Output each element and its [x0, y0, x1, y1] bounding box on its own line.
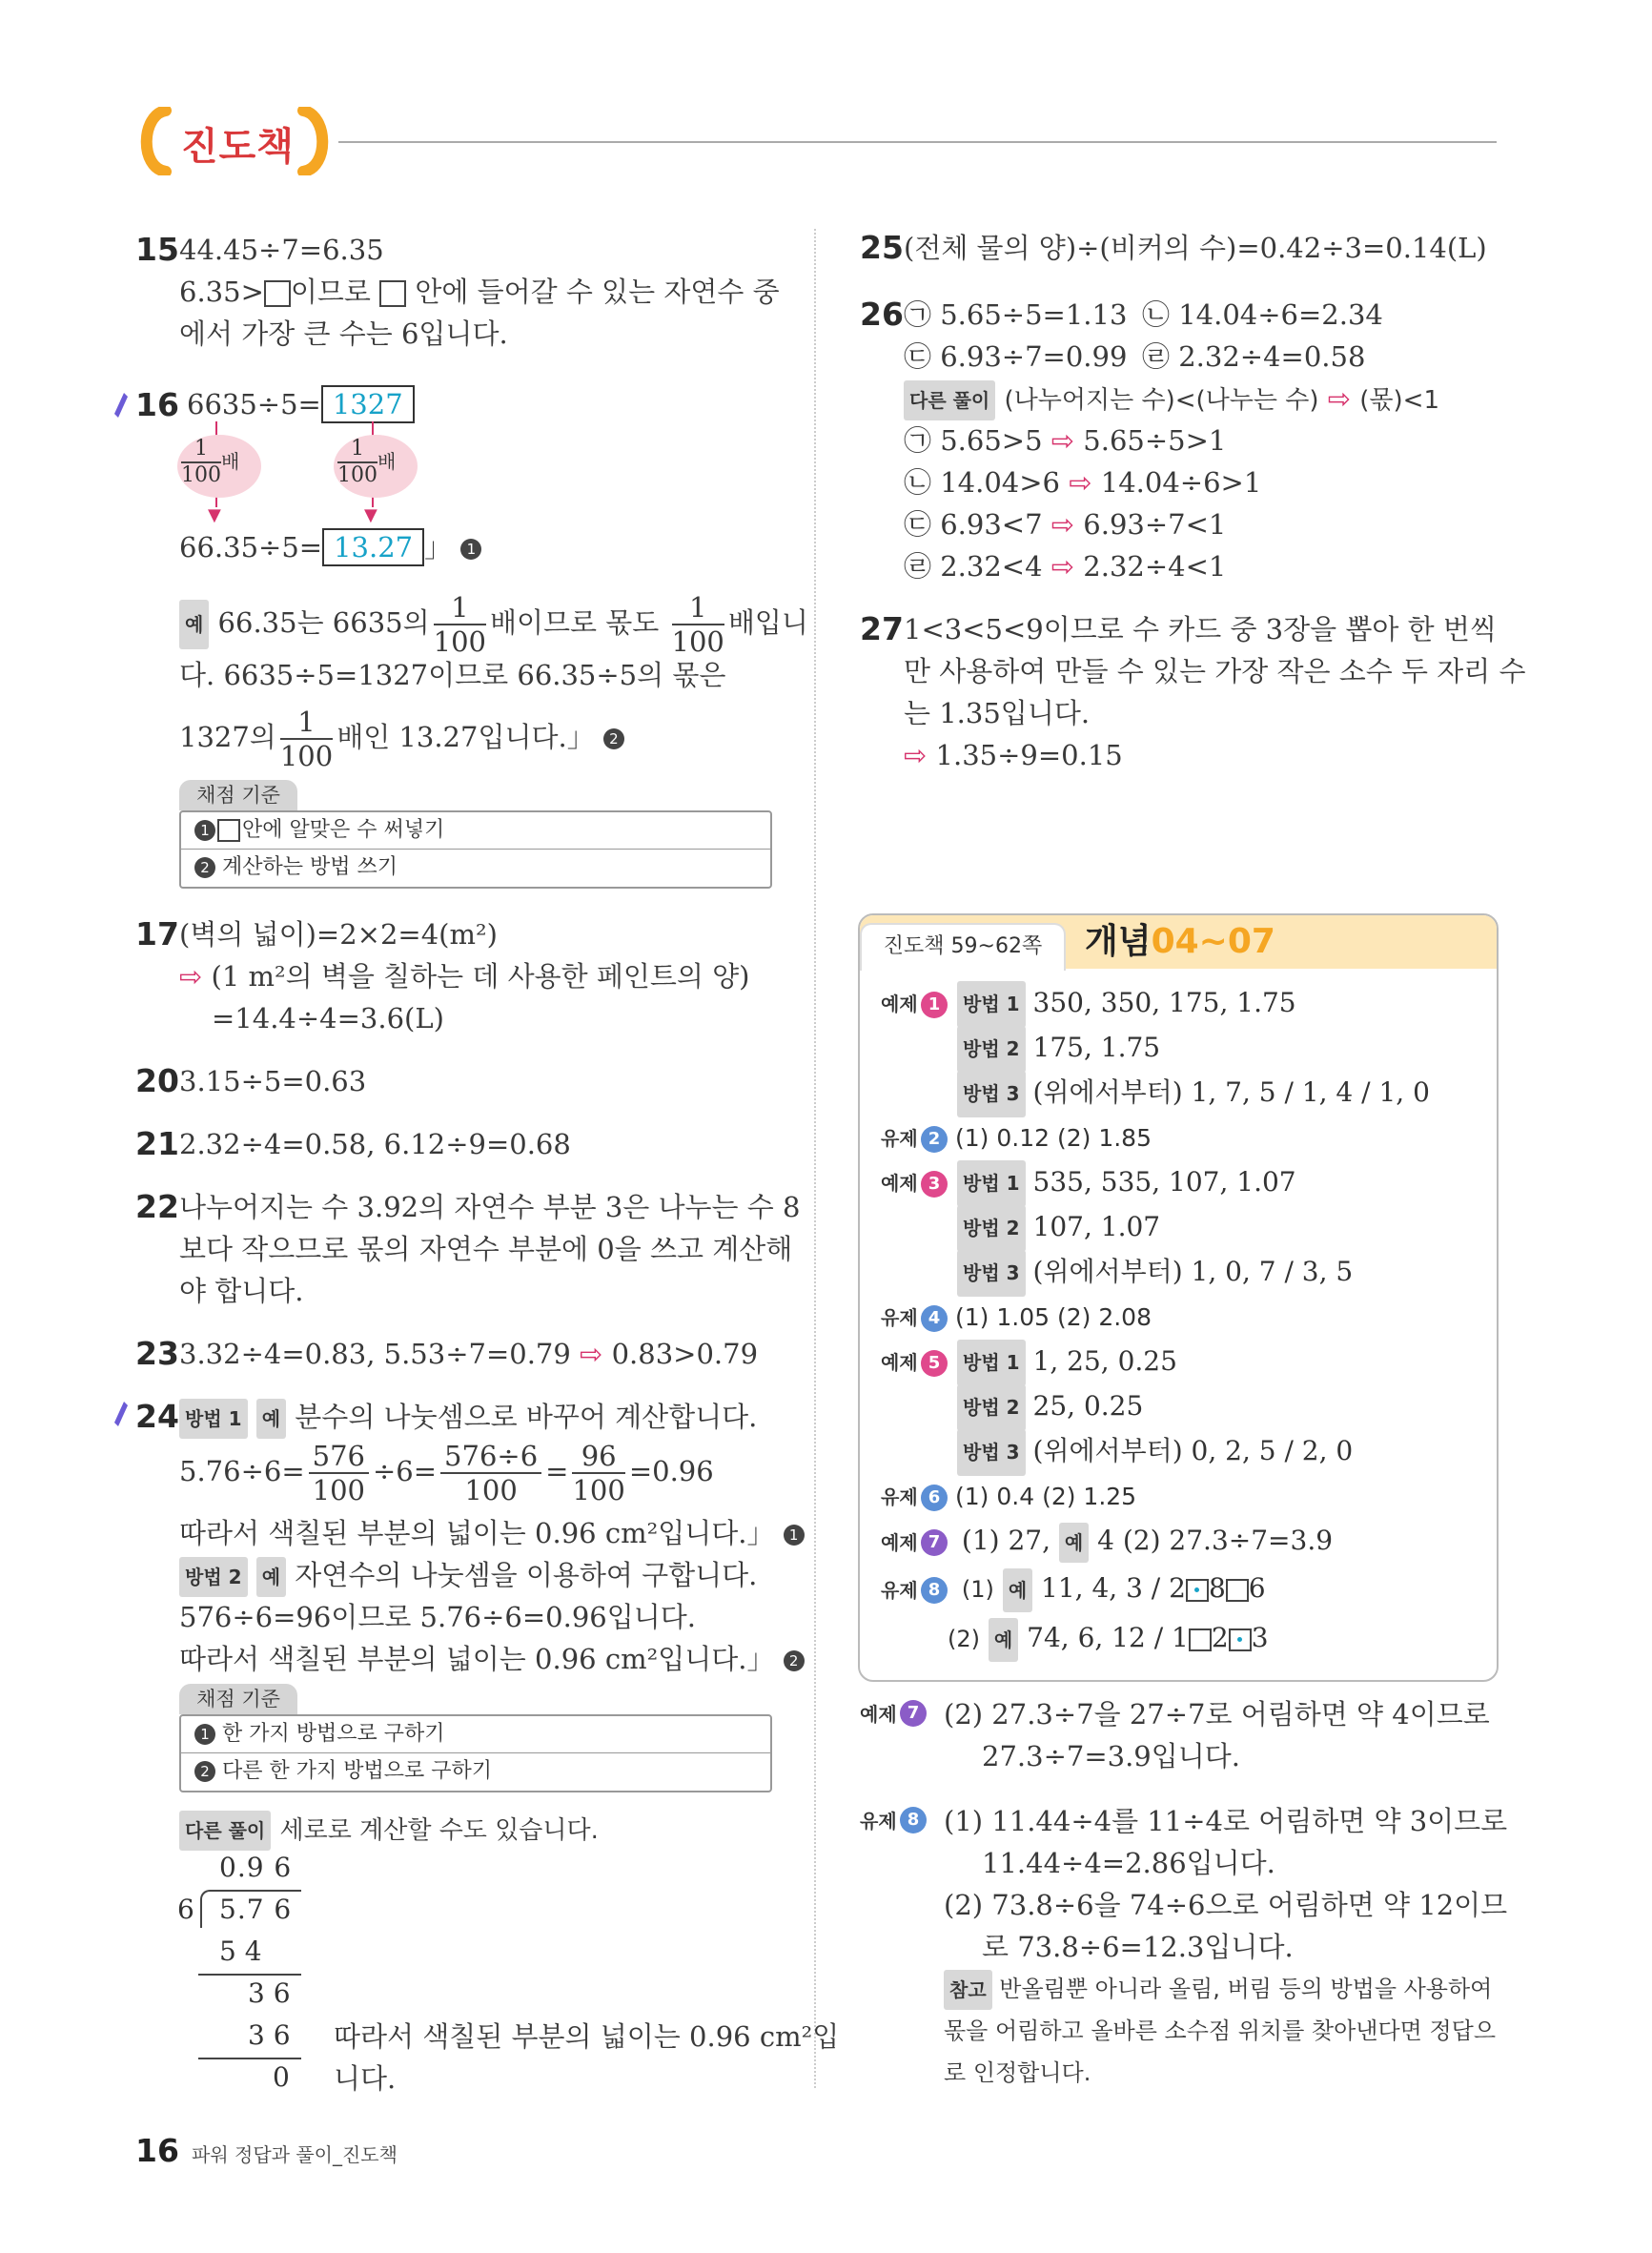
step-2-icon: 2: [603, 728, 624, 749]
concept-row: [881, 1294, 1491, 1339]
yu8-line3: (2) 73.8÷6을 74÷6으로 어림하면 약 12이므: [944, 1889, 1508, 1921]
problem-number-25: 25: [860, 229, 904, 266]
concept-row: [881, 1383, 1491, 1428]
pencil-icon: [112, 1400, 130, 1428]
example-tag: 예: [179, 600, 209, 649]
p26-b: ㉡ 14.04÷6=2.34: [1142, 298, 1383, 331]
p24-side1: 따라서 색칠된 부분의 넓이는 0.96 cm²입: [334, 2020, 840, 2053]
p22-line2: 보다 작으므로 몫의 자연수 부분에 0을 쓰고 계산해: [179, 1233, 793, 1265]
badge-8: 8: [900, 1807, 927, 1833]
p26-r2b: 14.04÷6>1: [1100, 466, 1262, 499]
mult-suffix: 배: [221, 450, 240, 473]
p26-d: ㉣ 2.32÷4=0.58: [1142, 340, 1366, 373]
p26-alt-text: (나누어지는 수)<(나누는 수): [1004, 386, 1319, 415]
criteria-header: 채점 기준: [179, 780, 297, 810]
p26-r3a: ㉢ 6.93<7: [904, 508, 1043, 541]
p26-r1: [904, 421, 1226, 460]
pencil-icon: [112, 391, 130, 420]
concept-row: [881, 1249, 1491, 1294]
division-row-2: 3 6: [248, 1977, 291, 2009]
yu8-line5-text: 반올림뿐 아니라 올림, 버림 등의 방법을 사용하여: [999, 1976, 1493, 2002]
column-divider: [814, 229, 816, 2088]
close-mark: 」: [424, 531, 453, 563]
p24-eq-d: =0.96: [628, 1455, 714, 1487]
yu8-line1: (1) 11.44÷4를 11÷4로 어림하면 약 3이므로: [944, 1805, 1508, 1837]
p23-b: 0.83>0.79: [611, 1338, 759, 1370]
method-1-tag: 방법 1: [179, 1399, 248, 1439]
p23-text: [179, 1335, 758, 1373]
concept-row-text: 1, 25, 0.25: [1032, 1345, 1177, 1377]
p24-line1: [179, 1398, 757, 1439]
result-arrow-icon: ⇨: [1069, 466, 1092, 499]
p16-ex3b: 배인 13.27입니다.」: [337, 721, 595, 753]
concept-row-label: 유제: [881, 1485, 918, 1508]
concept-row-text: (위에서부터) 0, 2, 5 / 2, 0: [1032, 1435, 1354, 1466]
p17-line2-text: (1 m²의 벽을 칠하는 데 사용한 페인트의 양): [211, 960, 750, 993]
frac-den: 100: [312, 1474, 365, 1506]
frac-den: 100: [464, 1474, 518, 1506]
concept-row-badge: 4: [921, 1305, 948, 1332]
p22-line3: 야 합니다.: [179, 1275, 304, 1307]
method-tag: 방법 1: [957, 981, 1026, 1028]
dot-box: [1186, 1579, 1209, 1602]
exercise-label: 유제: [881, 1578, 918, 1602]
yu8-line5: [944, 1970, 1492, 2010]
mult-suffix: 배: [377, 450, 397, 473]
p24-equation: [179, 1440, 714, 1506]
mult-den: 100: [337, 463, 377, 487]
example-tag: 예: [989, 1618, 1018, 1662]
division-row-1: 5 4: [219, 1936, 262, 1967]
frac-num: 576÷6: [440, 1440, 541, 1474]
badge-8: 8: [921, 1577, 948, 1604]
step-1-icon: 1: [460, 539, 481, 560]
p26-r1b: 5.65÷5>1: [1083, 424, 1227, 457]
r9a: (2): [948, 1626, 980, 1652]
concept-row-badge: 1: [921, 992, 948, 1018]
division-quotient: 0.9 6: [219, 1852, 293, 1883]
down-arrow-icon: ▼: [208, 505, 221, 525]
p24-line4: [179, 1556, 757, 1597]
p26-alt2-text: (몫)<1: [1359, 386, 1440, 415]
p24-eq-c: =: [545, 1455, 569, 1487]
blank-box: [379, 280, 406, 307]
concept-row: [881, 1204, 1491, 1249]
crit2-text: 계산하는 방법 쓰기: [222, 855, 398, 879]
step-1-icon: 1: [784, 1525, 805, 1546]
frac-num: 1: [672, 591, 724, 625]
blank-box: [1226, 1579, 1249, 1602]
alt-solution-tag: 다른 풀이: [179, 1811, 271, 1851]
p15-line2b: 이므로: [290, 276, 371, 308]
crit2-text: 다른 한 가지 방법으로 구하기: [222, 1759, 492, 1783]
r7a: (1) 27,: [961, 1525, 1050, 1556]
multiplier-left: [181, 437, 239, 488]
header-rule: [338, 141, 1497, 143]
concept-row-text: 175, 1.75: [1032, 1032, 1161, 1063]
concept-row-text: (위에서부터) 1, 0, 7 / 3, 5: [1032, 1256, 1354, 1287]
reference-tag: 참고: [944, 1970, 992, 2010]
r8b: 11, 4, 3 / 2: [1041, 1572, 1186, 1604]
problem-number-22: 22: [135, 1188, 179, 1225]
division-dividend: 5.7 6: [219, 1894, 293, 1925]
problem-number-21: 21: [135, 1125, 179, 1162]
p15-line2a: 6.35>: [179, 276, 264, 308]
method-tag: 방법 2: [957, 1384, 1026, 1431]
p26-r4b: 2.32÷4<1: [1083, 550, 1227, 583]
concept-row-badge: 5: [921, 1350, 948, 1377]
yu8-line4: 로 73.8÷6=12.3입니다.: [982, 1931, 1294, 1963]
footer: [135, 2132, 398, 2169]
dot-box: [1229, 1628, 1252, 1651]
frac-den: 100: [572, 1474, 625, 1506]
p24-line4-text: 자연수의 나눗셈을 이용하여 구합니다.: [295, 1559, 758, 1591]
p24-line3: [179, 1514, 805, 1552]
division-rule: [198, 2058, 301, 2059]
example-tag: 예: [256, 1399, 286, 1439]
p16-ex-line1: [179, 591, 808, 658]
frac-den: 100: [433, 625, 486, 658]
result-arrow-icon: ⇨: [1327, 382, 1352, 415]
p25-text: (전체 물의 양)÷(비커의 수)=0.42÷3=0.14(L): [904, 232, 1487, 264]
problem-number-20: 20: [135, 1062, 179, 1099]
ex7-line2: 27.3÷7=3.9입니다.: [982, 1740, 1240, 1772]
p17-line1: (벽의 넓이)=2×2=4(m²): [179, 918, 498, 951]
criteria-header: 채점 기준: [179, 1684, 297, 1714]
criteria-table: [179, 810, 772, 889]
p24-alt-text: 세로로 계산할 수도 있습니다.: [279, 1816, 599, 1845]
p24-side2: 니다.: [334, 2062, 397, 2095]
concept-box: [858, 913, 1499, 1682]
p24-line6: [179, 1640, 805, 1678]
p15-line2c: 안에 들어갈 수 있는 자연수 중: [415, 276, 780, 308]
p27-line2: 만 사용하여 만들 수 있는 가장 작은 소수 두 자리 수: [904, 655, 1526, 687]
p24-eq-a: 5.76÷6=: [179, 1455, 305, 1487]
p20-text: 3.15÷5=0.63: [179, 1065, 367, 1097]
criteria-row-1: [181, 812, 770, 850]
p16-ex-line2: 다. 6635÷5=1327이므로 66.35÷5의 몫은: [179, 659, 726, 691]
header-title: 진도책: [181, 125, 295, 169]
problem-number-26: 26: [860, 296, 904, 333]
yu8-line6: 몫을 어림하고 올바른 소수점 위치를 찾아낸다면 정답으: [944, 2017, 1497, 2044]
p24-line6-text: 따라서 색칠된 부분의 넓이는 0.96 cm²입니다.」: [179, 1643, 775, 1675]
multiplier-right: [337, 437, 396, 488]
concept-rows: [881, 980, 1491, 1518]
answer-box-1327: 1327: [321, 385, 415, 423]
p16-eq2: [179, 528, 481, 566]
concept-row: [881, 1339, 1491, 1383]
concept-range: 04~07: [1151, 922, 1275, 961]
result-arrow-icon: ⇨: [1050, 508, 1075, 541]
p22-line1: 나누어지는 수 3.92의 자연수 부분 3은 나누는 수 8: [179, 1191, 801, 1223]
frac-den: 100: [671, 625, 724, 658]
ex7-label: [860, 1699, 927, 1727]
concept-row: [881, 1428, 1491, 1473]
concept-row-badge: 6: [921, 1485, 948, 1511]
step-2-icon: 2: [194, 857, 215, 878]
p24-line3-text: 따라서 색칠된 부분의 넓이는 0.96 cm²입니다.」: [179, 1517, 775, 1549]
concept-row-8: [881, 1567, 1266, 1612]
r9b: 74, 6, 12 / 1: [1027, 1622, 1189, 1653]
header-bracket-right-icon: [297, 107, 336, 175]
result-arrow-icon: ⇨: [580, 1338, 603, 1370]
r9d: 3: [1251, 1622, 1269, 1653]
method-tag: 방법 3: [957, 1250, 1026, 1297]
header-bracket-left-icon: [133, 107, 172, 175]
concept-row-label: 예제: [881, 1351, 918, 1374]
concept-row: [881, 1025, 1491, 1070]
p17-line2: [179, 957, 749, 995]
criteria-row-1: [181, 1716, 770, 1753]
p26-r4: [904, 547, 1226, 585]
method-tag: 방법 2: [957, 1026, 1026, 1073]
method-tag: 방법 3: [957, 1071, 1026, 1117]
concept-row-badge: 3: [921, 1171, 948, 1198]
concept-row: [881, 1115, 1491, 1159]
concept-row-7: [881, 1522, 1333, 1563]
problem-number-27: 27: [860, 610, 904, 647]
method-2-tag: 방법 2: [179, 1557, 248, 1597]
concept-title: [1085, 919, 1275, 965]
frac-den: 100: [279, 740, 334, 772]
r8c: 8: [1208, 1572, 1226, 1604]
concept-row-text: 535, 535, 107, 1.07: [1032, 1166, 1296, 1198]
yu8-line7: 로 인정합니다.: [944, 2059, 1091, 2086]
r8a: (1): [961, 1576, 994, 1603]
p16-ex3a: 1327의: [179, 721, 276, 753]
division-rule: [198, 1974, 301, 1976]
p27-line1: 1<3<5<9이므로 수 카드 중 3장을 뽑아 한 번씩: [904, 613, 1497, 645]
concept-row-label: 유제: [881, 1127, 918, 1150]
division-row-4: 0: [273, 2061, 290, 2093]
page-number: 16: [135, 2132, 179, 2169]
concept-row: [881, 1473, 1491, 1518]
p26-alt: [904, 379, 1439, 420]
concept-row-text: (1) 1.05 (2) 2.08: [955, 1303, 1152, 1331]
crit1-text: 한 가지 방법으로 구하기: [222, 1722, 445, 1746]
r9c: 2: [1211, 1622, 1229, 1653]
p27-line4: [904, 736, 1123, 774]
concept-row: [881, 1070, 1491, 1115]
division-divisor: 6: [177, 1894, 194, 1925]
p24-line1-text: 분수의 나눗셈으로 바꾸어 계산합니다.: [295, 1401, 758, 1433]
p16-eq2-text: 66.35÷5=: [179, 531, 323, 563]
p26-r2: [904, 463, 1261, 502]
problem-number-23: 23: [135, 1335, 179, 1372]
p27-line4-text: 1.35÷9=0.15: [935, 739, 1123, 771]
p16-ex-line3: [179, 706, 624, 772]
example-tag: 예: [256, 1557, 286, 1597]
r7b: 4 (2) 27.3÷7=3.9: [1097, 1525, 1334, 1556]
p16-eq1: [187, 385, 415, 423]
concept-row-text: 25, 0.25: [1032, 1390, 1144, 1422]
division-row-3: 3 6: [248, 2019, 291, 2051]
concept-row-text: 107, 1.07: [1032, 1211, 1161, 1242]
p15-line1: 44.45÷7=6.35: [179, 234, 384, 266]
chapter-header: [133, 107, 1497, 175]
problem-number-24: 24: [135, 1398, 179, 1435]
criteria-row-2: [181, 850, 770, 886]
footer-text: 파워 정답과 풀이_진도책: [192, 2143, 398, 2166]
p27-line3: 는 1.35입니다.: [904, 697, 1091, 729]
p26-r3b: 6.93÷7<1: [1083, 508, 1227, 541]
concept-title-text: 개념: [1085, 922, 1152, 961]
result-arrow-icon: ⇨: [904, 739, 928, 771]
concept-row-text: 350, 350, 175, 1.75: [1032, 987, 1296, 1018]
step-1-icon: 1: [194, 820, 215, 841]
blank-box: [1189, 1628, 1212, 1651]
mult-den: 100: [181, 463, 221, 487]
badge-7: 7: [921, 1529, 948, 1556]
concept-row: [881, 1159, 1491, 1204]
p26-r4a: ㉣ 2.32<4: [904, 550, 1043, 583]
frac-num: 576: [309, 1440, 369, 1474]
yu8-line2: 11.44÷4=2.86입니다.: [982, 1847, 1275, 1879]
mult-num: 1: [337, 437, 377, 463]
result-arrow-icon: ⇨: [1050, 424, 1075, 457]
problem-number-17: 17: [135, 915, 179, 952]
step-1-icon: 1: [194, 1724, 215, 1745]
badge-7: 7: [900, 1700, 927, 1727]
p24-eq-b: ÷6=: [372, 1455, 438, 1487]
concept-row-label: 유제: [881, 1306, 918, 1329]
example-label: 예제: [881, 1530, 918, 1554]
concept-row-9: [948, 1617, 1269, 1662]
p16-ex1a: 66.35는 6635의: [217, 606, 430, 639]
concept-row-label: 예제: [881, 993, 918, 1015]
long-division: [177, 1852, 311, 2093]
concept-page-tab: 진도책 59~62쪽: [860, 923, 1066, 971]
p26-r3: [904, 505, 1226, 543]
criteria-table: [179, 1714, 772, 1792]
p23-a: 3.32÷4=0.83, 5.53÷7=0.79: [179, 1338, 571, 1370]
result-arrow-icon: ⇨: [1050, 550, 1075, 583]
p24-line5: 576÷6=96이므로 5.76÷6=0.96입니다.: [179, 1601, 697, 1633]
concept-row-label: 예제: [881, 1172, 918, 1195]
concept-row: [881, 980, 1491, 1025]
p21-text: 2.32÷4=0.58, 6.12÷9=0.68: [179, 1128, 571, 1160]
example-tag: 예: [1003, 1568, 1032, 1612]
r8d: 6: [1248, 1572, 1266, 1604]
down-arrow-icon: ▼: [364, 505, 377, 525]
p17-line3: =14.4÷4=3.6(L): [212, 1002, 444, 1034]
yu8-label: [860, 1806, 927, 1833]
step-2-icon: 2: [194, 1761, 215, 1782]
ex7-label-text: 예제: [860, 1703, 897, 1726]
criteria-row-2: [181, 1753, 770, 1790]
p24-alt-line: [179, 1810, 599, 1851]
ex7-line1: (2) 27.3÷7을 27÷7로 어림하면 약 4이므로: [944, 1698, 1490, 1731]
method-tag: 방법 1: [957, 1160, 1026, 1207]
answer-box-13.27: 13.27: [322, 528, 424, 566]
crit1-text: 안에 알맞은 수 써넣기: [242, 818, 445, 842]
result-arrow-icon: ⇨: [179, 960, 203, 993]
p26-c: ㉢ 6.93÷7=0.99: [904, 340, 1128, 373]
p16-eq1-text: 6635÷5=: [187, 388, 321, 420]
frac-num: 1: [434, 591, 486, 625]
method-tag: 방법 2: [957, 1205, 1026, 1252]
problem-number-15: 15: [135, 231, 179, 268]
p15-line2: [179, 273, 780, 311]
concept-row-text: (위에서부터) 1, 7, 5 / 1, 4 / 1, 0: [1032, 1076, 1430, 1108]
blank-box: [264, 280, 291, 307]
frac-num: 96: [572, 1440, 624, 1474]
p16-ex1b: 배이므로 몫도: [489, 606, 660, 639]
p26-a: ㉠ 5.65÷5=1.13: [904, 298, 1128, 331]
blank-box: [217, 819, 240, 842]
concept-row-badge: 2: [921, 1126, 948, 1153]
p26-r1a: ㉠ 5.65>5: [904, 424, 1043, 457]
step-2-icon: 2: [784, 1650, 805, 1671]
concept-row-text: (1) 0.12 (2) 1.85: [955, 1124, 1152, 1152]
method-tag: 방법 3: [957, 1429, 1026, 1476]
example-tag: 예: [1059, 1523, 1089, 1563]
alt-solution-tag: 다른 풀이: [904, 380, 995, 420]
p26-r2a: ㉡ 14.04>6: [904, 466, 1060, 499]
frac-num: 1: [280, 706, 333, 740]
mult-num: 1: [181, 437, 221, 463]
concept-row-text: (1) 0.4 (2) 1.25: [955, 1483, 1137, 1510]
p16-ex1c: 배입니: [727, 606, 808, 639]
p15-line3: 에서 가장 큰 수는 6입니다.: [179, 317, 508, 350]
method-tag: 방법 1: [957, 1340, 1026, 1386]
yu8-label-text: 유제: [860, 1810, 897, 1833]
problem-number-16: 16: [135, 386, 179, 423]
